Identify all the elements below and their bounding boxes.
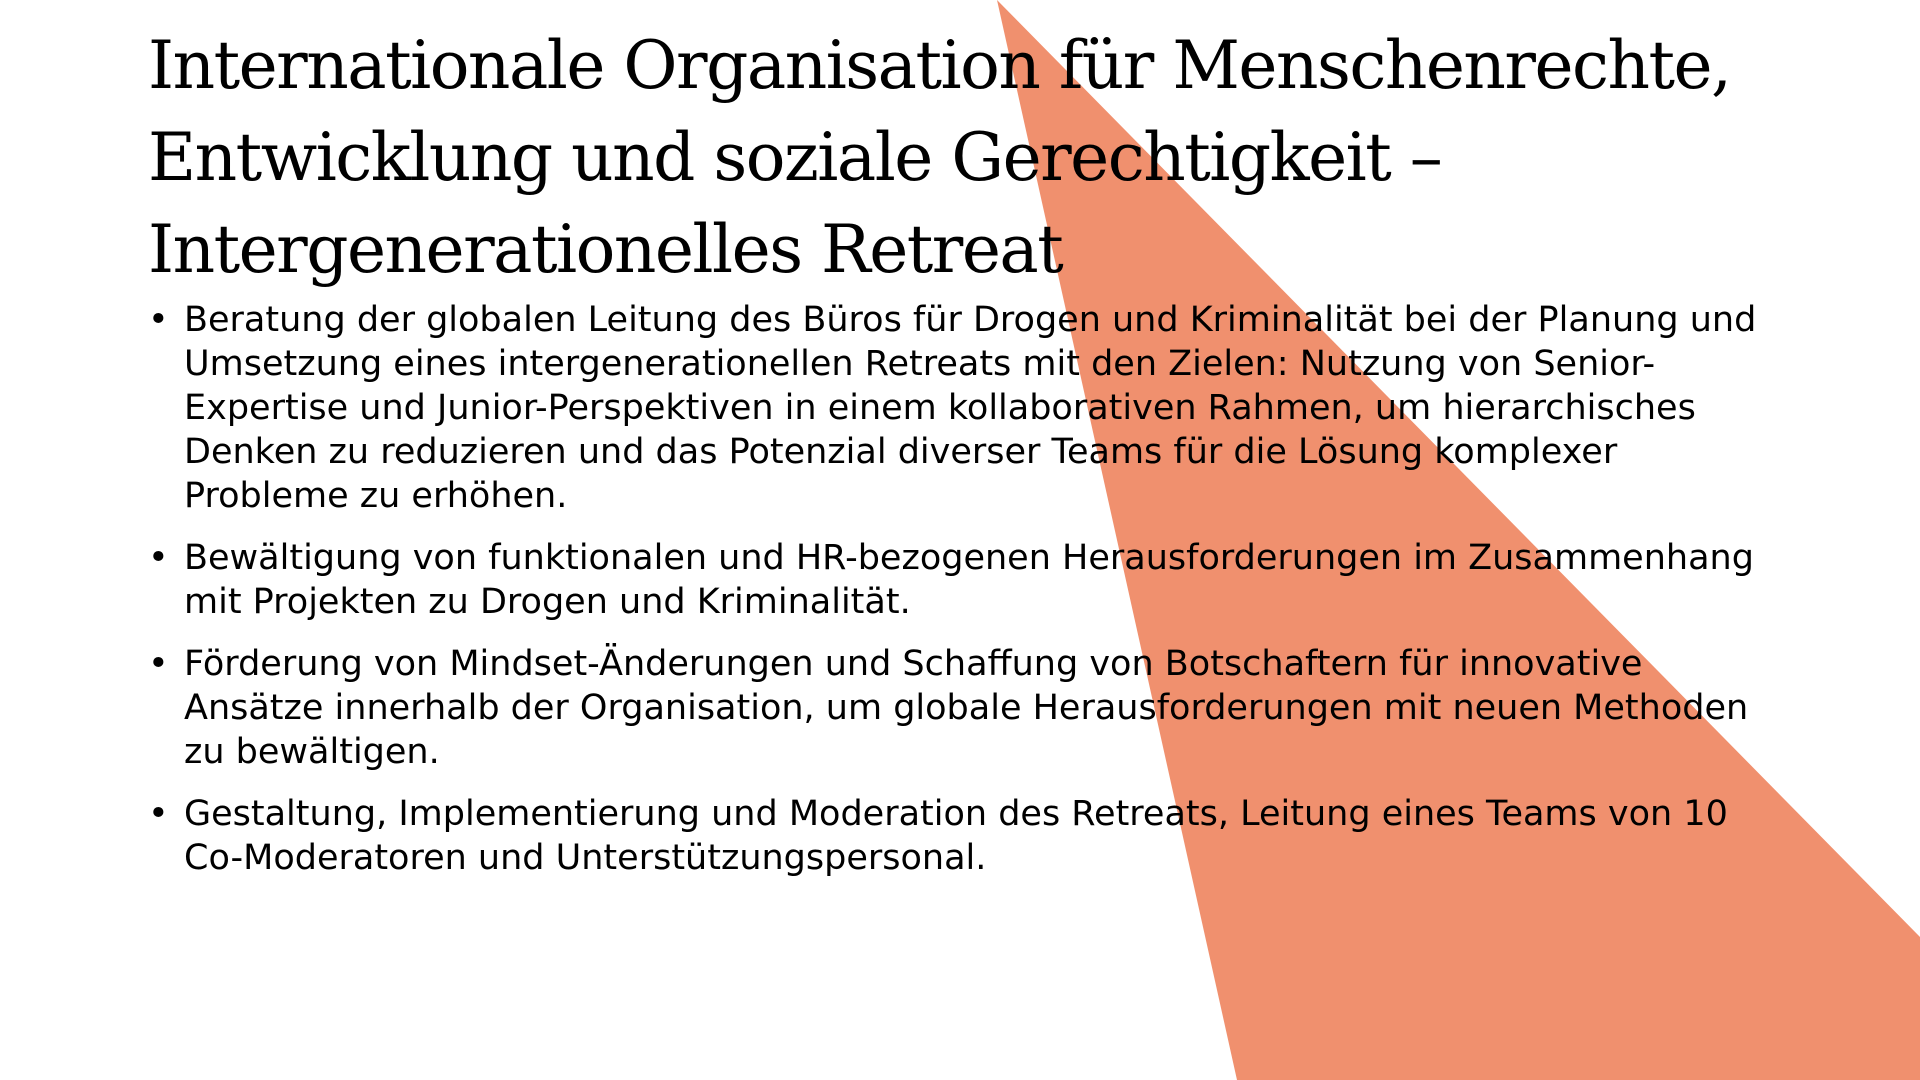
bullet-item — [148, 792, 1778, 880]
bullet-dot-icon: • — [148, 300, 169, 340]
bullet-item — [148, 298, 1778, 518]
bullet-text: Gestaltung, Implementierung und Moderation des Retreats, Leitung eines Teams von 10 Co-Moderatoren und Unterstützungspersonal. — [184, 794, 1728, 878]
slide-title — [148, 20, 1788, 296]
slide-content — [148, 20, 1788, 898]
bullet-list — [148, 298, 1778, 880]
bullet-text: Bewältigung von funktionalen und HR-bezogenen Herausforderungen im Zusammenhang mit Projekten zu Drogen und Kriminalität. — [184, 538, 1754, 622]
bullet-dot-icon: • — [148, 538, 169, 578]
bullet-dot-icon: • — [148, 794, 169, 834]
bullet-item — [148, 536, 1778, 624]
bullet-text: Förderung von Mindset-Änderungen und Schaffung von Botschaftern für innovative Ansätze innerhalb der Organisation, um globale Herausforderungen mit neuen Methoden zu bewältigen. — [184, 644, 1749, 772]
bullet-text: Beratung der globalen Leitung des Büros für Drogen und Kriminalität bei der Planung und Umsetzung eines intergenerationellen Retreats mit den Zielen: Nutzung von Senior-Expertise und Junior-Perspektiven in einem kollaborativen Rahmen, um hierarchisches Denken zu reduzieren und das Potenzial diverser Teams für die Lösung komplexer Probleme zu erhöhen. — [184, 300, 1757, 516]
title-line-2: Entwicklung und soziale Gerechtigkeit – — [148, 119, 1442, 196]
title-line-1: Internationale Organisation für Menschenrechte, — [148, 27, 1731, 104]
title-line-3: Intergenerationelles Retreat — [148, 211, 1063, 288]
bullet-dot-icon: • — [148, 644, 169, 684]
bullet-item — [148, 642, 1778, 774]
